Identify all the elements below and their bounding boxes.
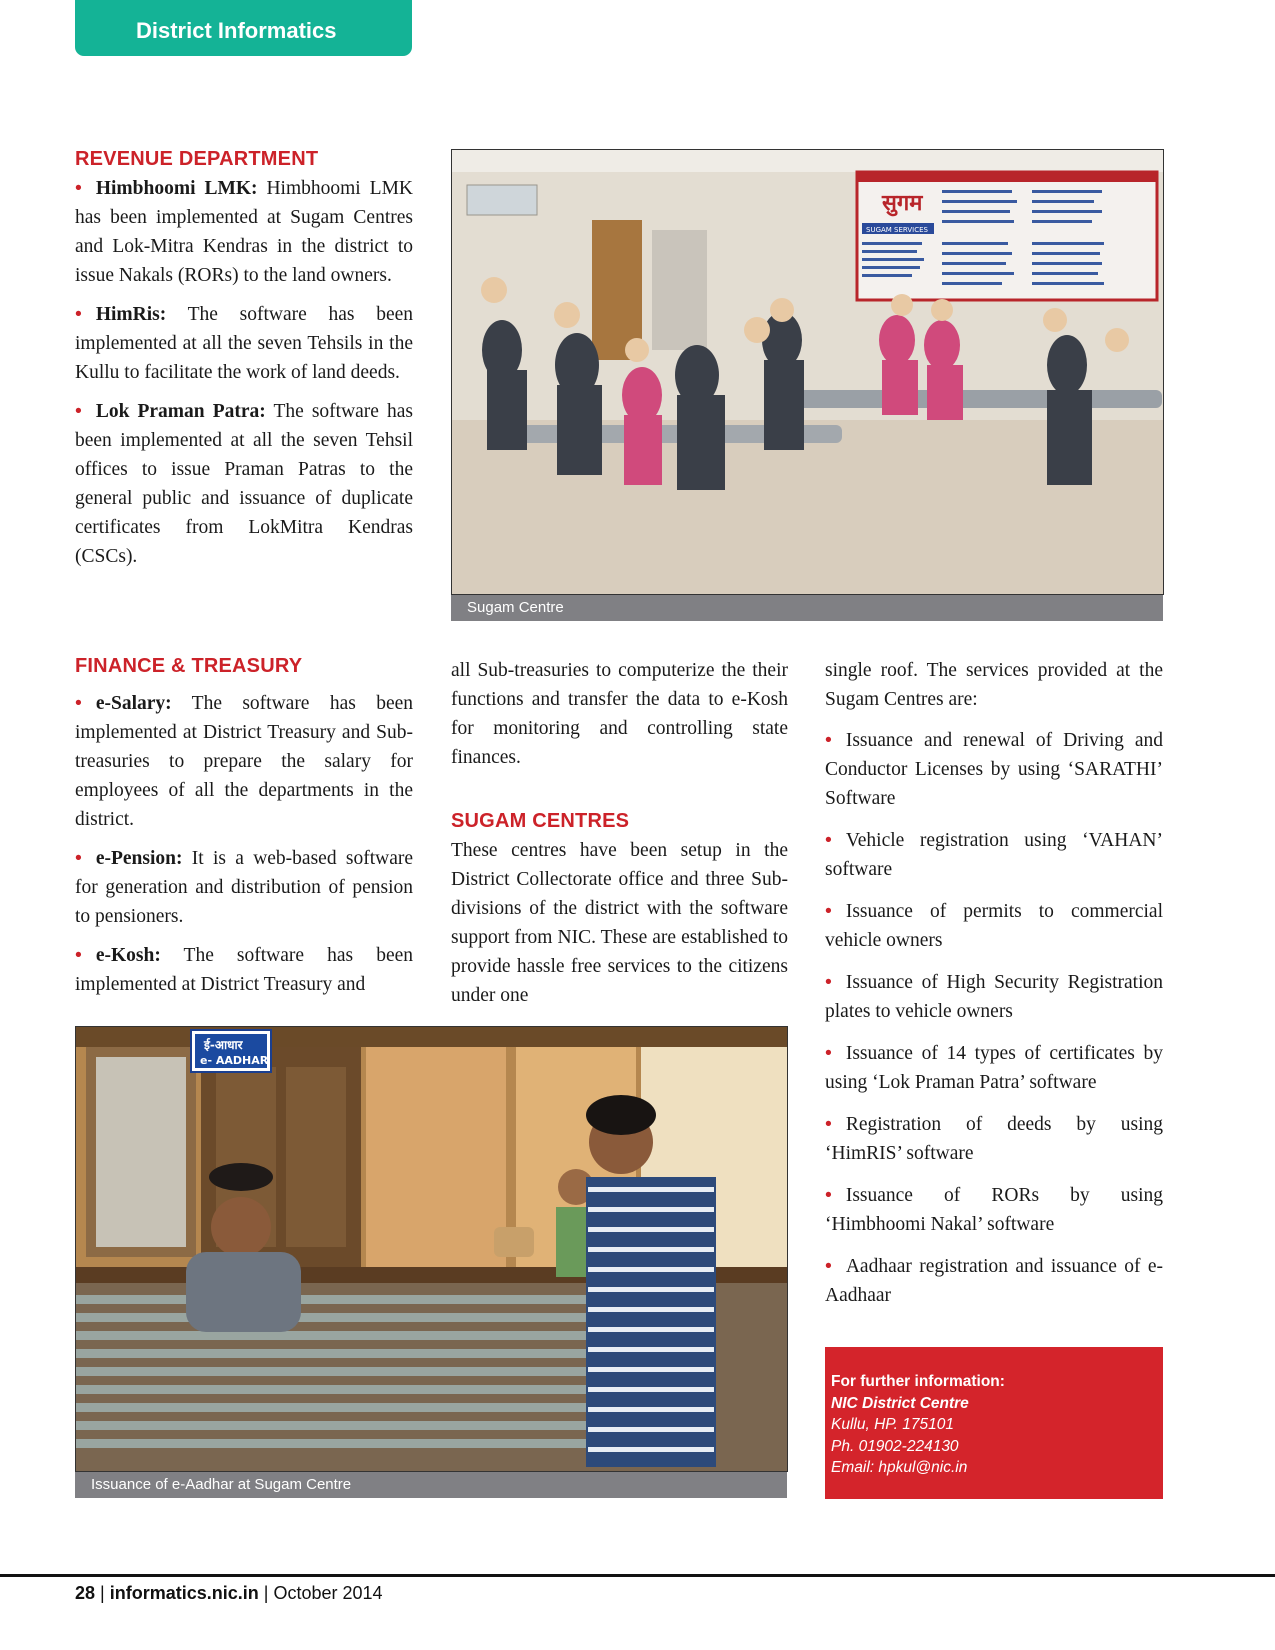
middle-column — [451, 656, 788, 1020]
bullet-icon: • — [825, 971, 832, 993]
item-term: Himbhoomi LMK: — [95, 178, 258, 199]
service-item: • Issuance and renewal of Driving and Conductor Licenses by using ‘SARATHI’ Software — [825, 729, 1163, 809]
item-text: Himbhoomi LMK has been implemented at Sugam Centres and Lok-Mitra Kendras in the district to issue Nakals (RORs) to the land owners. — [75, 178, 413, 286]
bullet-icon: • — [825, 1255, 832, 1277]
sugam-centre-photo — [451, 149, 1164, 595]
page-footer: 28 | informatics.nic.in | October 2014 — [75, 1583, 383, 1603]
item-term: HimRis: — [95, 304, 167, 325]
bullet-icon: • — [825, 900, 832, 922]
finance-heading: FINANCE & TREASURY — [75, 655, 303, 677]
section-tab-label: District Informatics — [136, 18, 337, 43]
aadhar-photo-caption: Issuance of e-Aadhar at Sugam Centre — [75, 1472, 787, 1498]
service-item: • Issuance of permits to commercial vehicle owners — [825, 900, 1163, 951]
bullet-icon: • — [825, 1113, 832, 1135]
list-item — [75, 397, 413, 571]
revenue-heading: REVENUE DEPARTMENT — [75, 148, 319, 170]
bullet-icon: • — [75, 692, 82, 714]
aadhar-sign-line2: e- AADHAR — [200, 1054, 269, 1067]
sugam-photo-caption: Sugam Centre — [451, 595, 1163, 621]
sign-subtitle: SUGAM SERVICES — [866, 226, 928, 234]
contact-phone: Ph. 01902-224130 — [831, 1437, 959, 1455]
list-item — [75, 174, 413, 290]
sugam-centres-intro-cont: single roof. The services provided at the Sugam Centres are: — [825, 660, 1163, 710]
right-column — [825, 656, 1163, 1323]
service-item: • Aadhaar registration and issuance of e-Aadhaar — [825, 1255, 1163, 1306]
aadhar-sign-line1: ई-आधार — [204, 1038, 243, 1052]
service-item: • Issuance of High Security Registration plates to vehicle owners — [825, 971, 1163, 1022]
item-term: e-Salary: — [95, 693, 172, 714]
section-tab — [75, 0, 412, 56]
service-item: • Registration of deeds by using ‘HimRIS’ software — [825, 1113, 1163, 1164]
item-text: The software has been implemented at District Treasury and Sub-treasuries to prepare the salary for employees of all the departments in the district. — [75, 693, 413, 830]
service-item: • Issuance of 14 types of certificates by using ‘Lok Praman Patra’ software — [825, 1042, 1163, 1093]
bullet-icon: • — [75, 944, 82, 966]
list-item — [75, 300, 413, 387]
bullet-icon: • — [75, 847, 82, 869]
list-item — [75, 941, 413, 999]
site-link[interactable]: informatics.nic.in — [109, 1583, 259, 1603]
contact-email: Email: hpkul@nic.in — [831, 1459, 968, 1476]
item-text: The software has been implemented at District Treasury and — [75, 945, 413, 995]
bullet-icon: • — [75, 400, 82, 422]
item-term: Lok Praman Patra: — [95, 401, 266, 422]
item-term: e-Pension: — [95, 848, 183, 869]
sign-title: सुगम — [882, 191, 923, 216]
contact-info-box — [825, 1347, 1163, 1499]
item-term: e-Kosh: — [95, 945, 161, 966]
aadhar-photo — [75, 1026, 788, 1472]
issue-date: October 2014 — [273, 1583, 383, 1603]
page-number: 28 — [75, 1583, 96, 1603]
contact-title: For further information: — [831, 1373, 1005, 1390]
sugam-centre-photo-image — [452, 150, 1163, 594]
bullet-icon: • — [825, 1042, 832, 1064]
contact-address: Kullu, HP. 175101 — [831, 1416, 954, 1433]
list-item — [75, 689, 413, 834]
finance-section — [75, 653, 413, 1009]
list-item — [75, 844, 413, 931]
service-item: • Vehicle registration using ‘VAHAN’ software — [825, 829, 1163, 880]
bullet-icon: • — [825, 829, 832, 851]
contact-org: NIC District Centre — [831, 1394, 969, 1412]
item-text: The software has been implemented at all the seven Tehsil offices to issue Praman Patras to the general public and issuance of duplicate certificates from LokMitra Kendras (CSCs). — [75, 401, 414, 567]
sugam-centres-intro: These centres have been setup in the District Collectorate office and three Sub-divisions of the district with the software support from NIC. These are established to provide hassle free services to the citizens under one — [451, 840, 788, 1006]
item-text: It is a web-based software for generation and distribution of pension to pensioners. — [75, 848, 413, 927]
sugam-centres-heading: SUGAM CENTRES — [451, 810, 630, 832]
revenue-section — [75, 146, 413, 581]
finance-continued: all Sub-treasuries to computerize the their functions and transfer the data to e-Kosh for monitoring and controlling state finances. — [451, 660, 788, 768]
bullet-icon: • — [825, 729, 832, 751]
bullet-icon: • — [75, 177, 82, 199]
bullet-icon: • — [825, 1184, 832, 1206]
footer-rule — [0, 1574, 1275, 1577]
bullet-icon: • — [75, 303, 82, 325]
item-text: The software has been implemented at all the seven Tehsils in the Kullu to facilitate the work of land deeds. — [75, 304, 413, 383]
service-item: • Issuance of RORs by using ‘Himbhoomi Nakal’ software — [825, 1184, 1163, 1235]
aadhar-photo-image — [76, 1027, 787, 1471]
